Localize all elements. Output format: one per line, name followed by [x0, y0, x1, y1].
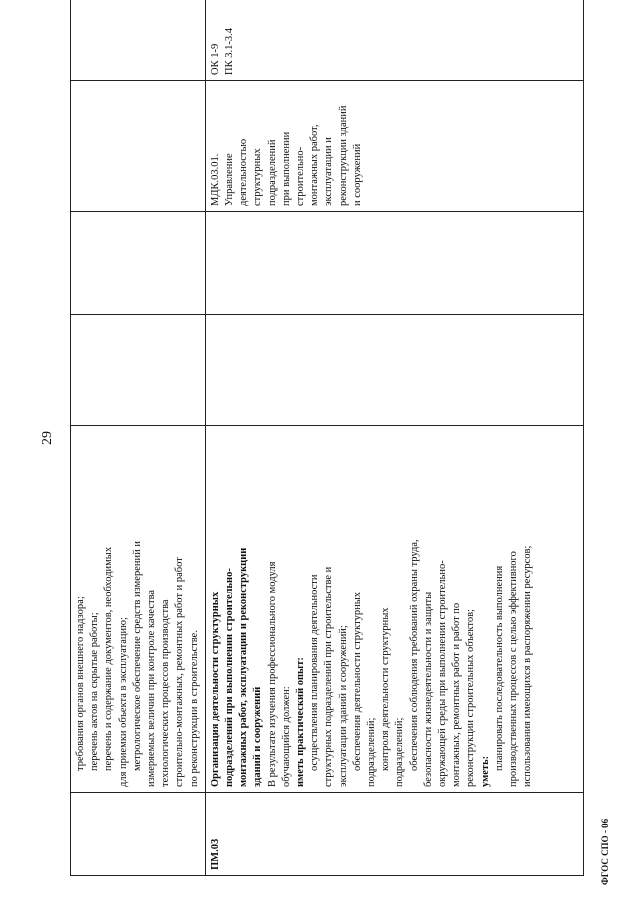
max-load-cell	[71, 315, 206, 426]
text-line: структурных	[252, 148, 264, 206]
content-text	[209, 431, 536, 787]
mdk-cell	[205, 81, 583, 212]
text-line: Организация деятельности структурных	[209, 591, 221, 787]
text-line: уметь:	[479, 755, 491, 787]
text-line: окружающей среды при выполнении строительно-	[437, 560, 449, 787]
footer-code: ФГОС СПО - 06	[600, 818, 610, 885]
text-line: подразделений при выполнении строительно-	[224, 568, 236, 787]
text-line: подразделений;	[366, 717, 378, 787]
text-line: реконструкции строительных объектов;	[465, 609, 477, 787]
index-cell: ПМ.03	[205, 793, 583, 876]
text-line: производственных процессов с целью эффективного	[508, 551, 520, 787]
competency-text	[209, 0, 237, 75]
text-line: измеряемых величин при контроле качества	[146, 589, 158, 787]
hours-cell	[205, 212, 583, 315]
text-line: МДК.03.01.	[209, 153, 221, 206]
text-line: по реконструкции в строительстве.	[188, 630, 200, 787]
text-line: монтажных, ремонтных работ и работ по	[451, 602, 463, 787]
mdk-cell	[71, 81, 206, 212]
content-cell	[71, 426, 206, 793]
text-line: строительно-монтажных, ремонтных работ и работ	[174, 557, 186, 787]
text-line: и сооружений	[351, 143, 363, 206]
text-line: при выполнении	[280, 131, 292, 206]
text-line: требования органов внешнего надзора;	[75, 596, 86, 771]
text-line: структурных подразделений при строительстве и	[323, 566, 335, 787]
text-line: подразделений;	[394, 717, 406, 787]
text-line: иметь практический опыт:	[295, 657, 307, 787]
text-line: реконструкции зданий	[337, 105, 349, 206]
rotated-table-container	[70, 28, 580, 876]
text-line: для приемки объекта в эксплуатацию;	[117, 617, 129, 787]
text-line: эксплуатации и	[323, 137, 335, 206]
text-line: перечень актов на скрытые работы;	[89, 612, 101, 771]
table-row	[205, 0, 583, 876]
text-line: использования имеющихся в распоряжении ресурсов;	[522, 545, 534, 787]
content-cell	[205, 426, 583, 793]
text-line: обеспечения соблюдения требований охраны труда,	[408, 539, 420, 771]
text-line: перечень и содержание документов, необходимых	[103, 546, 115, 771]
text-line: осуществления планирования деятельности	[309, 574, 321, 771]
text-line: подразделений	[266, 139, 278, 206]
mdk-text	[209, 86, 365, 206]
index-cell	[71, 793, 206, 876]
text-line: обучающийся должен:	[280, 686, 292, 787]
text-line: монтажных работ, эксплуатации и реконструкции	[238, 547, 250, 787]
curriculum-table	[70, 0, 584, 876]
hours-cell	[71, 212, 206, 315]
max-load-cell	[205, 315, 583, 426]
text-line: метрологическое обеспечение средств измерений и	[131, 541, 143, 771]
text-line: строительно-	[295, 146, 307, 206]
text-line: обеспечения деятельности структурных	[351, 592, 363, 771]
competency-cell	[71, 0, 206, 81]
text-line: монтажных работ,	[309, 124, 321, 206]
curriculum-table-wrapper	[70, 28, 580, 876]
text-line: Управление	[224, 153, 236, 206]
text-line: ПК 3.1-3.4	[224, 28, 236, 75]
text-line: контроля деятельности структурных	[380, 607, 392, 771]
content-text	[74, 431, 202, 787]
text-line: В результате изучения профессионального модуля	[266, 561, 278, 787]
text-line: планировать последовательность выполнения	[493, 565, 505, 771]
text-line: технологических процессов производства	[160, 599, 172, 787]
text-line: эксплуатации зданий и сооружений;	[337, 625, 349, 787]
table-row	[71, 0, 206, 876]
page-number: 29	[40, 431, 55, 445]
text-line: ОК 1-9	[209, 43, 221, 75]
text-line: зданий и сооружений	[252, 686, 264, 787]
text-line: безопасности жизнедеятельности и защиты	[422, 591, 434, 787]
text-line: деятельностью	[238, 138, 250, 206]
competency-cell	[205, 0, 583, 81]
